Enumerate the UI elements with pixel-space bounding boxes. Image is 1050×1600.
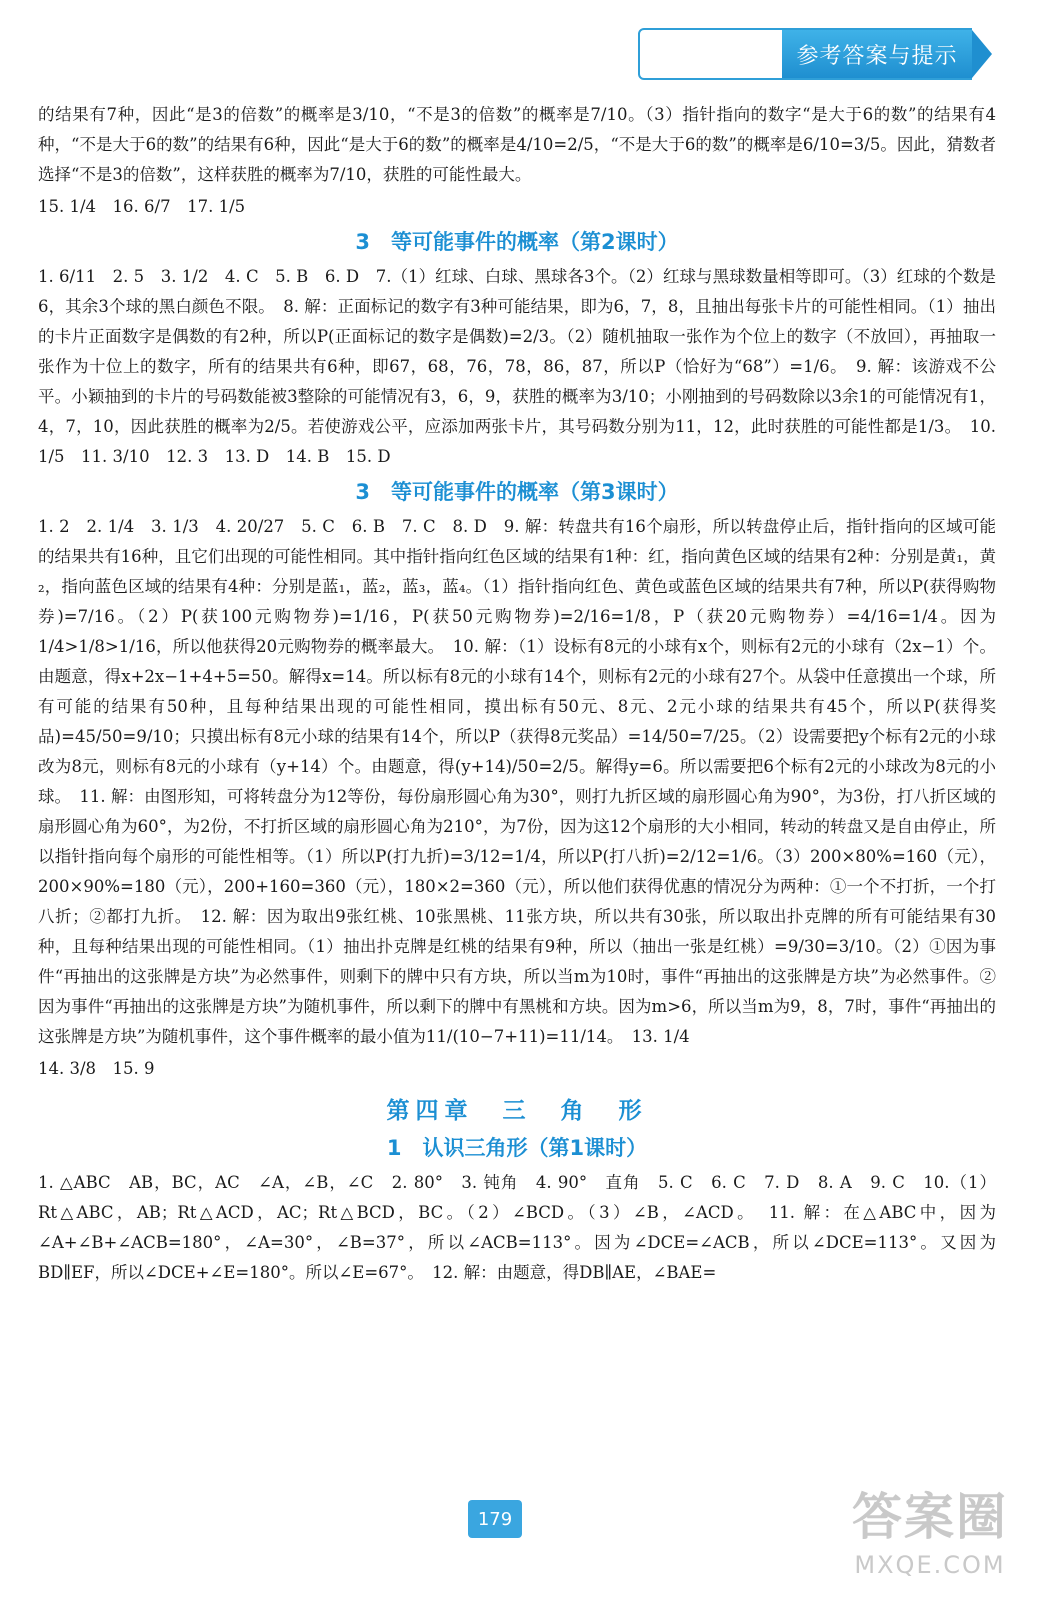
header-arrow-icon bbox=[972, 30, 992, 78]
chapter-title: 第四章 三 角 形 bbox=[386, 1098, 648, 1124]
header-section-label: 参考答案与提示 bbox=[782, 30, 972, 78]
watermark-logo bbox=[835, 1486, 1025, 1596]
paragraph-continued: 的结果有7种，因此“是3的倍数”的概率是3/10，“不是3的倍数”的概率是7/10。（3）指针指向的数字“是大于6的数”的结果有4种，“不是大于6的数”的结果有6种，因此“是大于6的数”的概率是4/10=2/5，“不是大于6的数”的概率是6/10=3/5。因此，猜数者选择“不是3的倍数”，这样获胜的概率为7/10，获胜的可能性最大。 bbox=[38, 105, 996, 184]
paragraph-answers-15-17: 15. 1/4 16. 6/7 17. 1/5 bbox=[38, 197, 246, 216]
section-text-lesson3: 1. 2 2. 1/4 3. 1/3 4. 20/27 5. C 6. B 7. C 8. D 9. 解：转盘共有16个扇形，所以转盘停止后，指针指向的区域可能的结果共有16种，且它们出现的可能性相同。其中指针指向红色区域的结果有1种：红，指向黄色区域的结果有2种：分别是黄₁，黄₂，指向蓝色区域的结果有4种：分别是蓝₁，蓝₂，蓝₃，蓝₄。（1）指针指向红色、黄色或蓝色区域的结果共有7种，所以P(获得购物券)=7/16。（2）P(获100元购物券)=1/16，P(获50元购物券)=2/16=1/8，P（获20元购物券）=4/16=1/4。因为1/4>1/8>1/16，所以他获得20元购物券的概率最大。 10. 解：（1）设标有8元的小球有x个，则标有2元的小球有（2x−1）个。由题意，得x+2x−1+4+5=50。解得x=14。所以标有8元的小球有14个，则标有2元的小球有27个。从袋中任意摸出一个球，所有可能的结果有50种，且每种结果出现的可能性相同，摸出标有50元、8元、2元小球的结果共有45个，所以P(获得奖品)=45/50=9/10；只摸出标有8元小球的结果有14个，所以P（获得8元奖品）=14/50=7/25。（2）设需要把y个标有2元的小球改为8元，则标有8元的小球有（y+14）个。由题意，得(y+14)/50=2/5。解得y=6。所以需要把6个标有2元的小球改为8元的小球。 11. 解：由图形知，可将转盘分为12等份，每份扇形圆心角为30°，则打九折区域的扇形圆心角为90°，为3份，打八折区域的扇形圆心角为60°，为2份，不打折区域的扇形圆心角为210°，为7份，因为这12个扇形的大小相同，转动的转盘又是自由停止，所以指针指向每个扇形的可能性相等。（1）所以P(打九折)=3/12=1/4，所以P(打八折)=2/12=1/6。（3）200×80%=160（元），200×90%=180（元），200+160=360（元），180×2=360（元），所以他们获得优惠的情况分为两种：①一个不打折，一个打八折；②都打九折。 12. 解：因为取出9张红桃、10张黑桃、11张方块，所以共有30张，所以取出扑克牌的所有可能结果有30种，且每种结果出现的可能性相同。（1）抽出扑克牌是红桃的结果有9种，所以（抽出一张是红桃）=9/30=3/10。（2）①因为事件“再抽出的这张牌是方块”为必然事件，则剩下的牌中只有方块，所以当m为10时，事件“再抽出的这张牌是方块”为必然事件。②因为事件“再抽出的这张牌是方块”为随机事件，所以剩下的牌中有黑桃和方块。因为m>6，所以当m为9，8，7时，事件“再抽出的这张牌是方块”为随机事件，这个事件概率的最小值为11/(10−7+11)=11/14。 13. 1/4 bbox=[38, 517, 996, 1046]
section-text-triangle: 1. △ABC AB，BC，AC ∠A，∠B，∠C 2. 80° 3. 钝角 4. 90° 直角 5. C 6. C 7. D 8. A 9. C 10.（1）Rt△ABC，AB；Rt△ACD，AC；Rt△BCD，BC。（2）∠BCD。（3）∠B，∠ACD。 11. 解：在△ABC中，因为∠A+∠B+∠ACB=180°，∠A=30°，∠B=37°，所以∠ACB=113°。因为∠DCE=∠ACB，所以∠DCE=113°。又因为BD∥EF，所以∠DCE+∠E=180°。所以∠E=67°。 12. 解：由题意，得DB∥AE，∠BAE= bbox=[38, 1173, 996, 1282]
section-title-triangle: 1 认识三角形（第1课时） bbox=[386, 1136, 648, 1160]
watermark-url: MXQE.COM bbox=[854, 1551, 1006, 1579]
page-number: 179 bbox=[468, 1500, 522, 1538]
answer-content bbox=[38, 100, 996, 1290]
section-title-lesson2: 3 等可能事件的概率（第2课时） bbox=[355, 230, 679, 254]
section-tail-lesson3: 14. 3/8 15. 9 bbox=[38, 1059, 155, 1078]
section-text-lesson2: 1. 6/11 2. 5 3. 1/2 4. C 5. B 6. D 7.（1）红球、白球、黑球各3个。（2）红球与黑球数量相等即可。（3）红球的个数是6，其余3个球的黑白颜色不限。 8. 解：正面标记的数字有3种可能结果，即为6，7，8，且抽出每张卡片的可能性相同。（1）抽出的卡片正面数字是偶数的有2种，所以P(正面标记的数字是偶数)=2/3。（2）随机抽取一张作为个位上的数字（不放回），再抽取一张作为十位上的数字，所有的结果共有6种，即67，68，76，78，86，87，所以P（恰好为“68”）=1/6。 9. 解：该游戏不公平。小颖抽到的卡片的号码数能被3整除的可能情况有3，6，9，获胜的概率为3/10；小刚抽到的号码数除以3余1的可能情况有1，4，7，10，因此获胜的概率为2/5。若使游戏公平，应添加两张卡片，其号码数分别为11，12，此时获胜的可能性都是1/3。 10. 1/5 11. 3/10 12. 3 13. D 14. B 15. D bbox=[38, 267, 996, 466]
section-title-lesson3: 3 等可能事件的概率（第3课时） bbox=[355, 480, 679, 504]
watermark-logo-text: 答案圈 bbox=[852, 1488, 1008, 1546]
